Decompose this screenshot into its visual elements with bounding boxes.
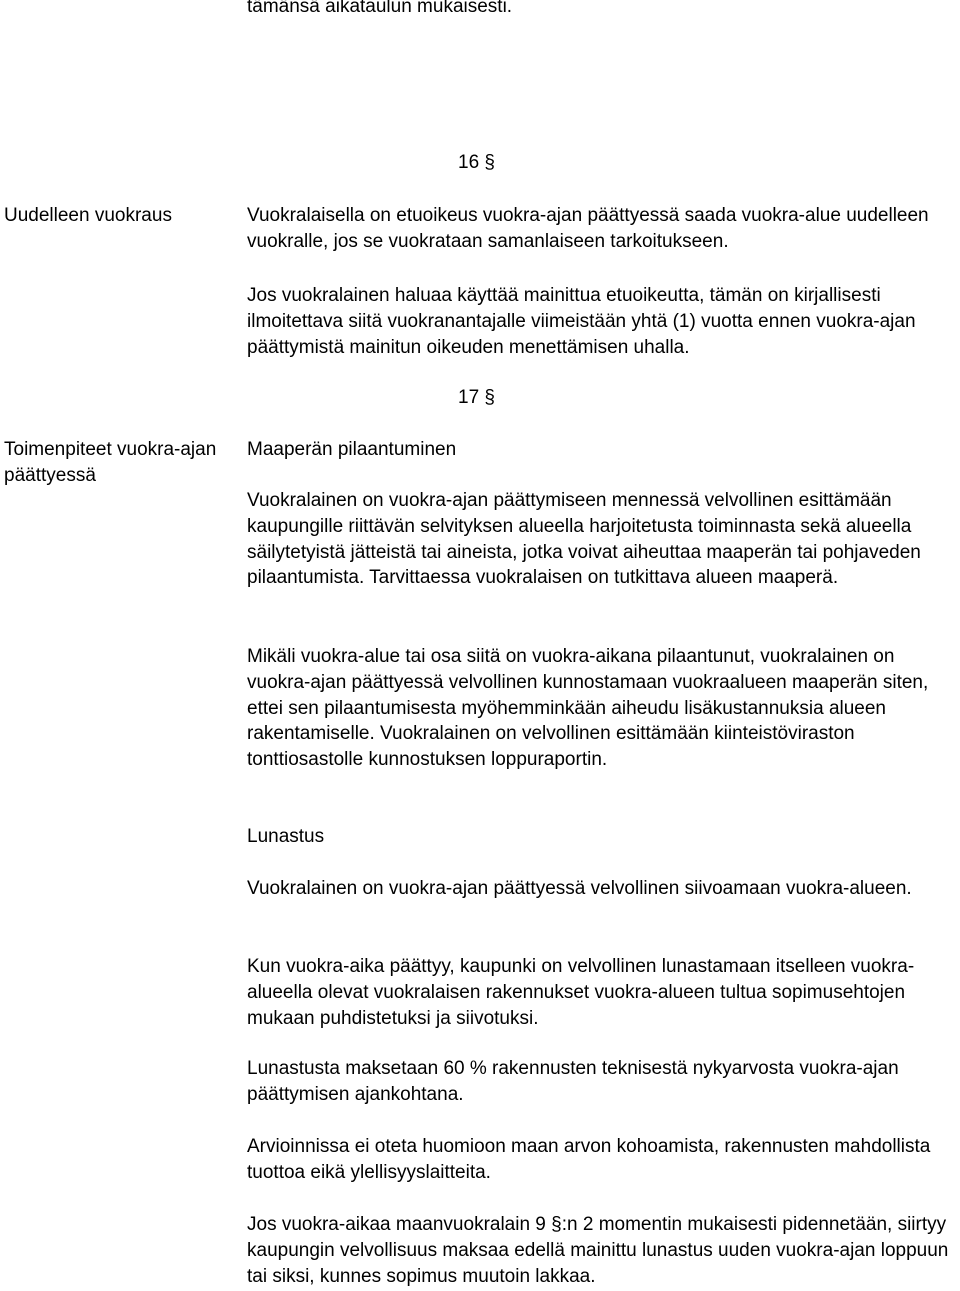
paragraph-17-1: Vuokralainen on vuokra-ajan päättymiseen mennessä velvollinen esittämään kaupungille riittävän selvityksen alueella harjoitetusta toiminnasta sekä alueella säilytetyistä jätteistä tai aineista, jotka voivat aiheuttaa maaperän tai pohjaveden pilaantumista. Tarvittaessa vuokralaisen on tutkittava alueen maaperä. (247, 490, 921, 589)
margin-heading-toimenpiteet: Toimenpiteet vuokra-ajan päättyessä (4, 439, 217, 486)
margin-heading-uudelleen-vuokraus: Uudelleen vuokraus (4, 205, 172, 226)
paragraph-lunastus-3: Lunastusta maksetaan 60 % rakennusten teknisestä nykyarvosta vuokra-ajan päättymisen ajankohtana. (247, 1058, 899, 1105)
subheading-maaperan-pilaantuminen: Maaperän pilaantuminen (247, 439, 457, 460)
subheading-lunastus: Lunastus (247, 826, 325, 847)
paragraph-lunastus-1: Vuokralainen on vuokra-ajan päättyessä velvollinen siivoamaan vuokra-alueen. (247, 878, 912, 899)
continuation-line: tämänsä aikataulun mukaisesti. (247, 0, 513, 17)
paragraph-16-2: Jos vuokralainen haluaa käyttää mainittua etuoikeutta, tämän on kirjallisesti ilmoitettava siitä vuokranantajalle viimeistään yhtä (1) vuotta ennen vuokra-ajan päättymistä mainitun oikeuden menettämisen uhalla. (247, 285, 916, 358)
paragraph-lunastus-2: Kun vuokra-aika päättyy, kaupunki on velvollinen lunastamaan itselleen vuokra-alueella olevat vuokralaisen rakennukset vuokra-alueen tultua sopimusehtojen mukaan puhdistetuksi ja siivotuksi. (247, 956, 915, 1029)
section-number-17: 17 § (458, 387, 495, 408)
paragraph-17-2: Mikäli vuokra-alue tai osa siitä on vuokra-aikana pilaantunut, vuokralainen on vuokra-ajan päättyessä velvollinen kunnostamaan vuokraalueen maaperän siten, ettei sen pilaantumisesta myöhemminkään aiheudu lisäkustannuksia alueen rakentamiselle. Vuokralainen on velvollinen esittämään kiinteistöviraston tonttiosastolle kunnostuksen loppuraportin. (247, 646, 929, 771)
paragraph-lunastus-4: Arvioinnissa ei oteta huomioon maan arvon kohoamista, rakennusten mahdollista tuottoa eikä ylellisyyslaitteita. (247, 1136, 931, 1183)
paragraph-lunastus-5: Jos vuokra-aikaa maanvuokralain 9 §:n 2 momentin mukaisesti pidennetään, siirtyy kaupungin velvollisuus maksaa edellä mainittu lunastus uuden vuokra-ajan loppuun tai siksi, kunnes sopimus muutoin lakkaa. (247, 1214, 949, 1287)
paragraph-16-1: Vuokralaisella on etuoikeus vuokra-ajan päättyessä saada vuokra-alue uudelleen vuokralle, jos se vuokrataan samanlaiseen tarkoitukseen. (247, 205, 929, 252)
section-number-16: 16 § (458, 152, 495, 173)
